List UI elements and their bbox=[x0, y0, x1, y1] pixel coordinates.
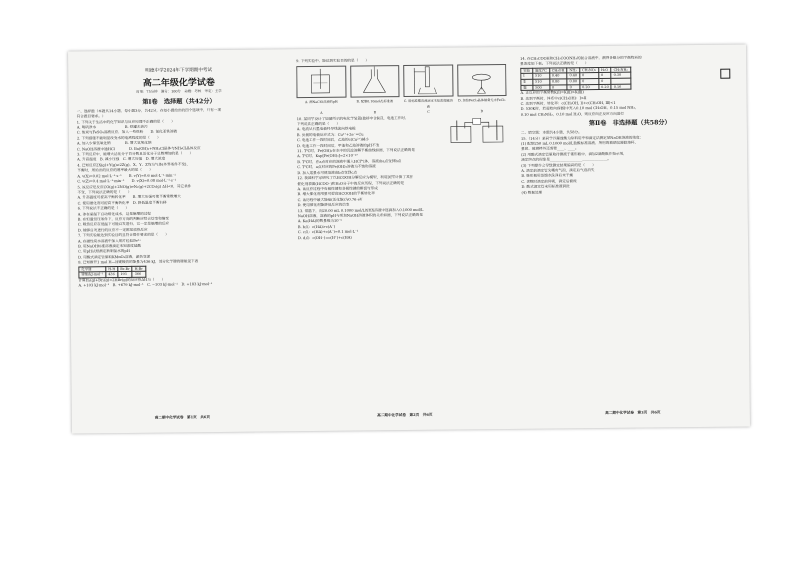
question-text-line: 12. 我国科学家研究了以HCOOH分解反应为模型，利用DFT计算了其在 bbox=[297, 175, 414, 181]
option-c: C. 用标准酸溶液滴定未知浓度碱溶液 bbox=[403, 98, 453, 109]
option-letter: D bbox=[480, 109, 484, 114]
question-text-line: B. 用NaOH标准溶液滴定未知浓度盐酸 bbox=[78, 243, 142, 249]
table-cell: 0.16 bbox=[611, 84, 630, 90]
question-text-line: D. 酸式滴定管未用标准液润洗 bbox=[521, 184, 570, 190]
question-text-line: A. 电流从石墨电极经导线流向铁电极 bbox=[296, 126, 356, 132]
table-cell: 0 bbox=[567, 84, 580, 90]
question-text-line: A. 加入少量氢氧化钠 B. 增大氢氧化钠 bbox=[76, 140, 152, 146]
table-cell: 510 bbox=[533, 73, 550, 79]
table-cell: 0.20 bbox=[599, 84, 612, 90]
table-header: Br-Br bbox=[118, 266, 132, 272]
question-text-line: 15.（14分）某同学以稀盐酸为原料用中和滴定法测定某NaOH溶液的浓度： bbox=[520, 135, 644, 141]
question-text-line: C. T℃时，a点对应的Fe(OH)₃溶液为不饱和溶液 bbox=[297, 164, 376, 170]
question-text-line: A. 升高温度 B. 减小压强 C. 增大压强 D. 增大浓度 bbox=[77, 157, 166, 162]
question-text-line: C. 用pH试纸测定新制氯水的pH bbox=[78, 249, 130, 254]
question-text-line: A. 该反应过程中有极性键和非极性键的断裂与形成 bbox=[297, 186, 378, 192]
question-text-line: A. 滴定前滴定管尖嘴有气泡，滴定后气泡消失 bbox=[521, 168, 595, 173]
table-header: 实验 bbox=[521, 68, 533, 74]
question-text-line: B. T℃时，在a点对应的溶液中通入HCl气体，溶液由a点变到b点 bbox=[297, 158, 402, 165]
table-cell: 510 bbox=[533, 79, 550, 85]
table-header: H₂O bbox=[598, 67, 611, 73]
option-letter: A bbox=[320, 111, 323, 116]
question-text-line: 8. 已知断开1 mol H—H键吸收的能量为436 kJ，部分化学键的键能见下表 bbox=[78, 259, 199, 265]
question-block bbox=[78, 276, 283, 289]
question-block bbox=[521, 134, 740, 196]
table-header: 温度/℃ bbox=[532, 68, 549, 74]
question-text-line: 2. 下列措施不能明显改变水的电离程度的是（ ） bbox=[76, 135, 161, 141]
table-cell: 0.20 bbox=[580, 84, 599, 90]
question-text-line: C. 焦炭与FeSO₄溶液反应，加入一些铁粉 D. 氯化亚铁溶液 bbox=[76, 129, 178, 135]
question-text-line: B. b点：c(HA)>c(A⁻) bbox=[297, 224, 336, 229]
question-text-line: 4. 已知反应2X(g)+Y(g)⇌2Z(g)，X、Y、Z均为气体(外界条件不变)， bbox=[77, 162, 191, 168]
option-b: B. 配制0.10mol/L标准液 bbox=[356, 99, 394, 104]
table-cell: 193 bbox=[118, 272, 132, 278]
table-cell: 0 bbox=[549, 84, 567, 90]
question-text-line: C. 达到平衡时，转化率：c(CH₃OH, Ⅰ)+c(CH₃OH, Ⅲ)<1 bbox=[520, 100, 616, 106]
question-text-line: 量浓度如下表。下列说法正确的是（ ） bbox=[520, 61, 589, 67]
part2-heading: 第Ⅱ卷 非选择题（共58分） bbox=[588, 119, 671, 128]
question-text-line: (1) 配制250 mL 0.1000 mol/L盐酸标准溶液，所用的玻璃仪器除烧杯、 bbox=[520, 140, 639, 146]
checkbox-square bbox=[720, 69, 730, 79]
apparatus-burette-figure bbox=[403, 65, 453, 98]
option-letter: C bbox=[427, 109, 430, 115]
part1-heading: 第Ⅰ卷 选择题（共42分） bbox=[142, 97, 216, 106]
question-text-line: 0.10 mol CH₃NH₂，0.10 mol H₂O，则反应向正反应方向进行 bbox=[520, 111, 625, 117]
page-footer: 高二期中化学试卷 第1页 共6页 bbox=[154, 414, 211, 420]
school-name: 明德中学2024年下学期期中考试 bbox=[145, 68, 213, 74]
question-text-line: 7. 下列实验能达到实验目的且符合操作要求的是（ ） bbox=[77, 232, 169, 238]
question-text-line: 5. 该反应是反应CO(g)+2NO(g)⇌N₂(g)+2CO₂(g) ΔH<0，其它条件 bbox=[77, 183, 192, 189]
table-cell: 0.80 bbox=[567, 79, 580, 85]
question-text-line: 10. 某同学设计了如图所示的电化学装置(盐桥中含KCl，电池工作时， bbox=[296, 115, 409, 121]
bond-energy-table bbox=[78, 265, 146, 278]
table-header: CH₃OH bbox=[549, 68, 567, 74]
option-letter: B bbox=[373, 110, 377, 115]
exam-meta: 时量：75分钟 满分：100分 命题：考核 审定：王学 bbox=[136, 89, 222, 95]
page-column-3 bbox=[520, 55, 742, 421]
question-text-line: D. 加入适量水可使溶液由b点变到c点 bbox=[297, 170, 357, 175]
question-text-line: B. 锥形瓶用蒸馏水洗净后未干燥 bbox=[521, 173, 574, 179]
question-text-line: C. 吸热反应在低温下可能自发进行，它一定是熵增的反应 bbox=[77, 221, 170, 227]
question-text-line: 13. 常温下，向20.00 mL 0.1000 mol/L的HX溶液中逐滴加入0.1000 mol/L bbox=[297, 207, 424, 213]
question-text-line: C. 读数时滴定前仰视，滴定后俯视 bbox=[521, 179, 577, 184]
question-text-line: 不变，下列说法正确的是（ ） bbox=[77, 189, 132, 195]
question-text-line: D. 电池工作一段时间后，甲池和乙池溶液的pH不变 bbox=[296, 142, 380, 148]
question-text-line: A. Ka(HA)的数量级为10⁻⁵ bbox=[297, 219, 342, 224]
question-text-line: 计算H₂(g)+Br₂(g)=2HBr(g)的反应热ΔH为（ ） bbox=[78, 277, 166, 283]
galvanic-cell-figure bbox=[447, 116, 507, 147]
question-9: 9. 下列实验中，能达到实验目的的是（ ） bbox=[296, 58, 370, 64]
table-header: H-Br bbox=[132, 266, 145, 272]
exam-paper bbox=[68, 44, 750, 433]
question-text-line: C. NaOH溶液中通HCl D. Ba(OH)₂+NH₄Cl晶体与NH₄Cl晶体反应 bbox=[77, 145, 201, 152]
question-text-line: A. 升高温度可提高平衡转化率 B. 增大压强可使平衡常数增大 bbox=[77, 194, 181, 200]
question-text-line: 一、选择题（本题共14小题，每小题3分，共42分，在每小题给出的四个选项中，只有一项 bbox=[76, 107, 222, 114]
equilibrium-data-table bbox=[520, 66, 631, 91]
question-text-line: B. 负极的电极反应式为：Cu²⁺+2e⁻=Cu bbox=[296, 132, 364, 138]
question-text-line: 14. 在CH₃COOH和CH₃COONH₄的混合溶液中，测得各组分的平衡物质的 bbox=[520, 55, 642, 61]
question-text-line: 1. 下列关于生活中的化学知识与反应原理不正确的是（ ） bbox=[76, 119, 175, 125]
table-cell: 0 bbox=[579, 73, 598, 79]
option-a: A. 测NaClO溶液的pH bbox=[304, 100, 338, 105]
question-block bbox=[520, 89, 738, 118]
question-text-line: C. 电池工作一段时间后，乙池的c(Cu²⁺)减小 bbox=[296, 137, 370, 143]
page-column-2 bbox=[296, 57, 510, 423]
question-text-line: D. 用酸式滴定管量取KMnO₄溶液，颜色变深 bbox=[78, 254, 151, 260]
question-text-line: 符合题目要求。） bbox=[76, 114, 106, 119]
table-header: NH₃ bbox=[567, 68, 580, 74]
apparatus-figures bbox=[296, 64, 506, 98]
question-text-line: A. 明矾净水 B. 铁罐去油污 bbox=[76, 124, 148, 130]
page-column-1 bbox=[76, 59, 285, 425]
question-text-line: B. 增大催化剂用量可提高HCOOH的平衡转化率 bbox=[297, 191, 375, 197]
table-cell: 436 bbox=[106, 272, 118, 278]
table-header: CH₃NO₂ bbox=[579, 67, 598, 73]
table-cell: 0.80 bbox=[549, 79, 567, 85]
apparatus-beaker-figure bbox=[296, 66, 346, 99]
apparatus-heating-figure bbox=[457, 64, 507, 97]
question-text-line: (2) 用酸式滴定管量取待测液于锥形瓶中，滴加2滴酚酞作指示剂， bbox=[521, 151, 627, 157]
question-text-line: 滴定终点的现象是________________________________。 bbox=[521, 157, 612, 163]
table-cell: 500 bbox=[533, 85, 550, 91]
question-text-line: A. 正反应的平衡常数K(Ⅰ)=K(Ⅱ)>K(Ⅲ) bbox=[520, 90, 584, 96]
table-header: 化学键 bbox=[79, 266, 106, 272]
question-text-line: 量筒、玻璃棒外还需要____、____。 bbox=[521, 146, 579, 152]
apparatus-flask-figure bbox=[350, 65, 400, 98]
table-cell: 0 bbox=[580, 79, 599, 85]
table-cell: Ⅰ bbox=[521, 74, 533, 80]
option-d: D. 加热FeCl₃晶体制备无水FeCl₃ bbox=[458, 98, 506, 103]
question-text-line: (4) 数据处理 bbox=[521, 190, 543, 195]
question-text-line: 平衡时，所给出的反应的速率最大的是（ ） bbox=[77, 167, 153, 173]
table-cell: 0.40 bbox=[549, 73, 567, 79]
table-cell: 0 bbox=[599, 73, 612, 79]
question-text-line: C. 该历程中最大能垒(活化能)为0.76 eV bbox=[297, 197, 363, 202]
table-cell: Ⅱ bbox=[521, 79, 533, 85]
table-header: CH₃NH₂ bbox=[611, 67, 630, 73]
question-text-line: 3. 下列反应中，能增大活化分子百分数且活化分子总数增加的是（ ） bbox=[77, 151, 194, 157]
question-text-line: A. 冰在室温下自动熔化成水，这是熵增的过程 bbox=[77, 211, 151, 216]
question-text-line: 11. T℃时，Fe(OH)₃在水中的沉淀溶解平衡曲线如图，下列说法正确的是 bbox=[297, 147, 415, 154]
exam-title: 高二年级化学试卷 bbox=[142, 78, 215, 90]
question-text-line: 下列说法正确的是（ ） bbox=[296, 121, 340, 127]
question-text-line: NaOH溶液，溶液的pH与所加NaOH溶液体积的关系如图，下列说法正确的是 bbox=[297, 212, 423, 219]
question-text-line: C. v(Z)=0.4 mol·L⁻¹·min⁻¹ D. v(X)=0.08 mol·L⁻¹·s⁻¹ bbox=[77, 178, 177, 184]
question-text-line: (3) 下列操作会导致测定结果偏高的是（ ） bbox=[521, 162, 596, 168]
question-text-line: B. 达到平衡时，体系中c(CH₃OH)：Ⅰ>Ⅱ bbox=[520, 95, 587, 101]
question-text-line: A. +103 kJ·mol⁻¹ B. +679 kJ·mol⁻¹ C. −103 kJ·mol⁻¹ D. +183 kJ·mol⁻¹ bbox=[78, 282, 213, 288]
question-text-line: D. 530K时，若起始向容器Ⅰ中充入0.10 mol CH₃OH，0.15 mol NH₃， bbox=[520, 105, 639, 112]
question-text-line: A. T℃时，Ksp[Fe(OH)₃]=2×10⁻²⁹ bbox=[297, 154, 358, 159]
question-text-line: A. 在磁性炭水溶液中加入铜片检验Fe³⁺ bbox=[77, 238, 141, 244]
table-header: H-H bbox=[106, 266, 118, 272]
question-text-line: D. 使用催化剂能降低反应的焓变 bbox=[297, 202, 350, 208]
table-cell: 0 bbox=[599, 78, 612, 84]
table-cell: 0.40 bbox=[567, 73, 580, 79]
page-footer: 高二期中化学试卷 第3页 共6页 bbox=[605, 409, 661, 415]
section-2-instructions: 二、填空题：本题共4小题，共58分。 bbox=[520, 130, 582, 136]
table-cell: 键能/kJ·mol⁻¹ bbox=[79, 272, 106, 278]
page-footer: 高二期中化学试卷 第2页 共6页 bbox=[377, 412, 433, 417]
question-text-line: C. 使用催化剂可提高平衡转化率 D. 降低温度平衡右移 bbox=[77, 200, 167, 206]
question-text-line: C. c点：c(HA)+c(A⁻)=0.1 mol·L⁻¹ bbox=[297, 229, 359, 235]
question-text-line: 6. 下列说法不正确的是（ ） bbox=[77, 206, 129, 211]
table-cell: 366 bbox=[132, 271, 145, 277]
question-text-line: 催化剂表面(HCOO⁻)和H₂O分子中的反应历程，下列说法正确的是 bbox=[297, 180, 405, 186]
table-cell: Ⅲ bbox=[521, 85, 533, 91]
question-text-line: D. d点：c(OH⁻)=c(H⁺)+c(HA) bbox=[297, 235, 352, 240]
table-cell: 0.30 bbox=[611, 73, 630, 79]
question-block bbox=[77, 107, 284, 266]
question-text-line: B. 在恒温恒压条件下，反应方向的判断应综合焓变和熵变 bbox=[77, 216, 169, 222]
question-text-line: D. 能够自发进行的反应不一定都是放热反应 bbox=[77, 227, 148, 233]
question-text-line: A. v(X)=0.02 mol·L⁻¹·s⁻¹ B. v(Y)=0.6 mol·L⁻¹·min⁻¹ bbox=[77, 173, 176, 179]
